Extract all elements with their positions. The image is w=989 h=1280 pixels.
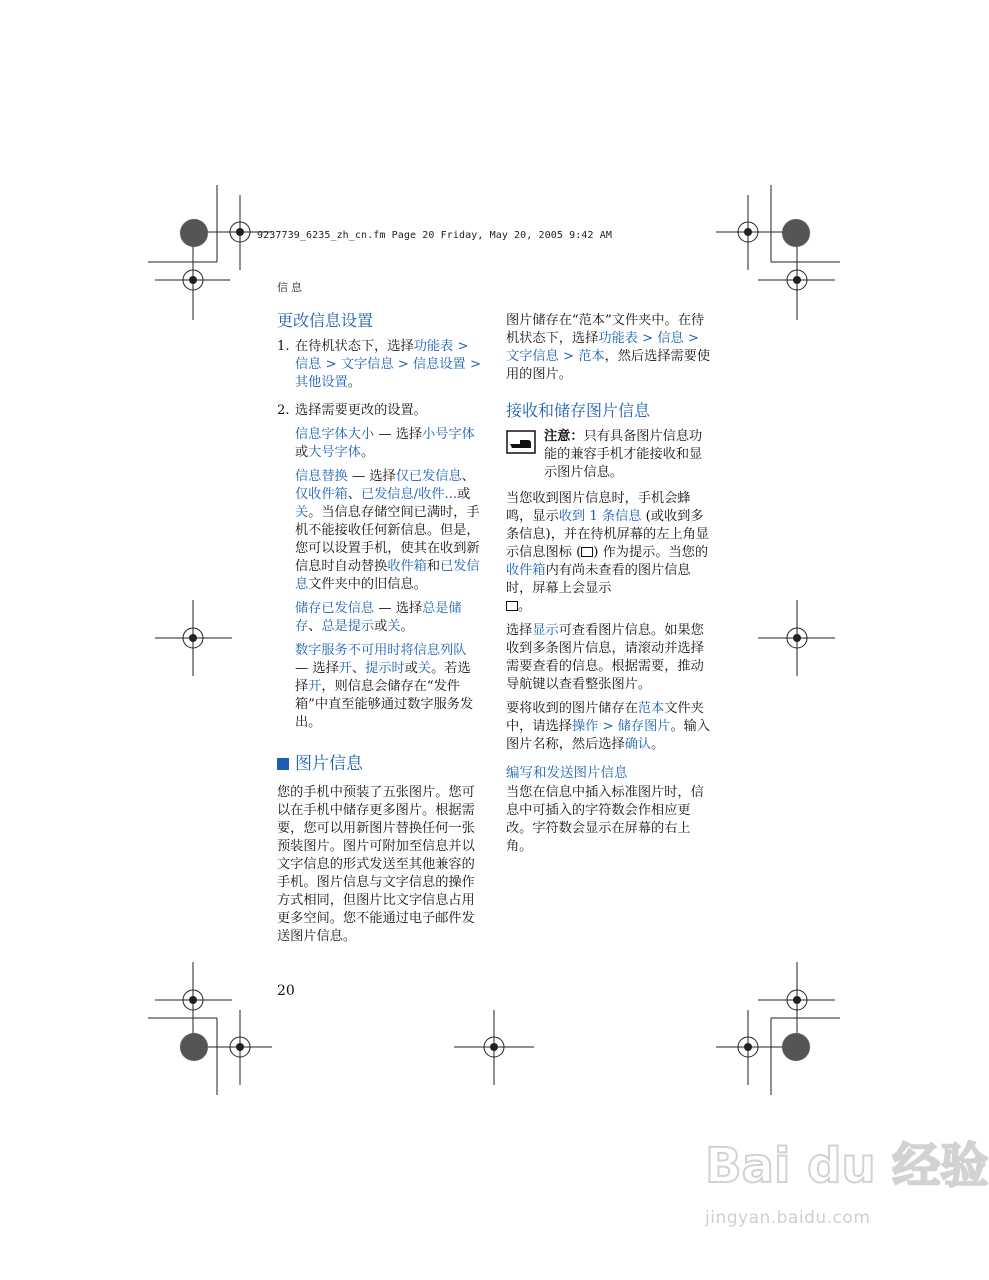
print-header: 9237739_6235_zh_cn.fm Page 20 Friday, May 20, 2005 9:42 AM: [257, 230, 612, 241]
view-paragraph: 选择显示可查看图片信息。如果您收到多条图片信息，请滚动并选择需要查看的信息。根据需要，推动导航键以查看整张图片。: [506, 623, 704, 692]
option-font-size: 信息字体大小 — 选择小号字体或大号字体。: [295, 427, 475, 460]
link-other-settings: 其他设置: [295, 375, 348, 390]
right-column: [506, 312, 714, 862]
running-head: 信息: [277, 281, 305, 294]
save-paragraph: 要将收到的图片储存在范本文件夹中，请选择操作 > 储存图片。输入图片名称，然后选择确认。: [506, 701, 711, 752]
heading-receive-save: 接收和储存图片信息: [506, 401, 651, 420]
templates-intro: 图片储存在“范本”文件夹中。在待机状态下，选择功能表 > 信息 > 文字信息 > 范本，然后选择需要使用的图片。: [506, 313, 711, 382]
option-message-replace: 信息替换 — 选择仅已发信息、仅收件箱、已发信息/收件...或关。当信息存储空间已满时，手机不能接收任何新信息。但是，您可以设置手机，使其在收到新信息时自动替换收件箱和已发信息文件夹中的旧信息。: [295, 469, 480, 592]
picture-messages-body: 您的手机中预装了五张图片。您可以在手机中储存更多图片。根据需要，您可以用新图片替换任何一张预装图片。图片可附加至信息并以文字信息的形式发送至其他兼容的手机。图片信息与文字信息的操作方式相同，但图片比文字信息占用更多空间。您不能通过电子邮件发送图片信息。: [277, 785, 475, 944]
svg-text:Bai du 经验: Bai du 经验: [705, 1138, 989, 1194]
option-queue-messages: 数字服务不可用时将信息列队 — 选择开、提示时或关。若选择开，则信息会储存在“发件箱”中直至能够通过数字服务发出。: [295, 643, 474, 730]
left-column: [277, 310, 482, 952]
option-save-sent: 储存已发信息 — 选择总是储存、总是提示或关。: [295, 601, 462, 634]
receive-paragraph: 当您收到图片信息时，手机会蜂鸣，显示收到 1 条信息 (或收到多条信息)，并在待机屏幕的左上角显示信息图标 ( ) 作为提示。当您的收件箱内有尚未查看的图片信息时，屏幕上会显示 。: [506, 491, 709, 614]
note-box: 注意：只有具备图片信息功能的兼容手机才能接收和显示图片信息。: [506, 428, 714, 482]
watermark-url: jingyan.baidu.com: [705, 1208, 871, 1228]
link-text-messages: 文字信息: [340, 357, 394, 372]
envelope-icon: [506, 601, 518, 611]
baidu-watermark-logo: [705, 1130, 989, 1200]
link-messages: 信息: [295, 357, 322, 372]
envelope-icon: [581, 547, 593, 557]
heading-change-settings: 更改信息设置: [277, 311, 374, 330]
link-menu: 功能表: [413, 339, 454, 354]
square-bullet-icon: [277, 758, 289, 770]
heading-picture-messages: 图片信息: [277, 752, 482, 776]
step-1: 1. 在待机状态下，选择功能表 > 信息 > 文字信息 > 信息设置 > 其他设置。: [277, 339, 481, 390]
link-message-settings: 信息设置: [413, 357, 466, 372]
note-hand-icon: [506, 430, 536, 454]
write-send-body: 当您在信息中插入标准图片时，信息中可插入的字符数会作相应更改。字符数会显示在屏幕的右上角。: [506, 785, 704, 854]
heading-write-send: 编写和发送图片信息: [506, 765, 628, 781]
page-number: 20: [277, 983, 295, 999]
step-2: 2. 选择需要更改的设置。: [277, 403, 427, 418]
